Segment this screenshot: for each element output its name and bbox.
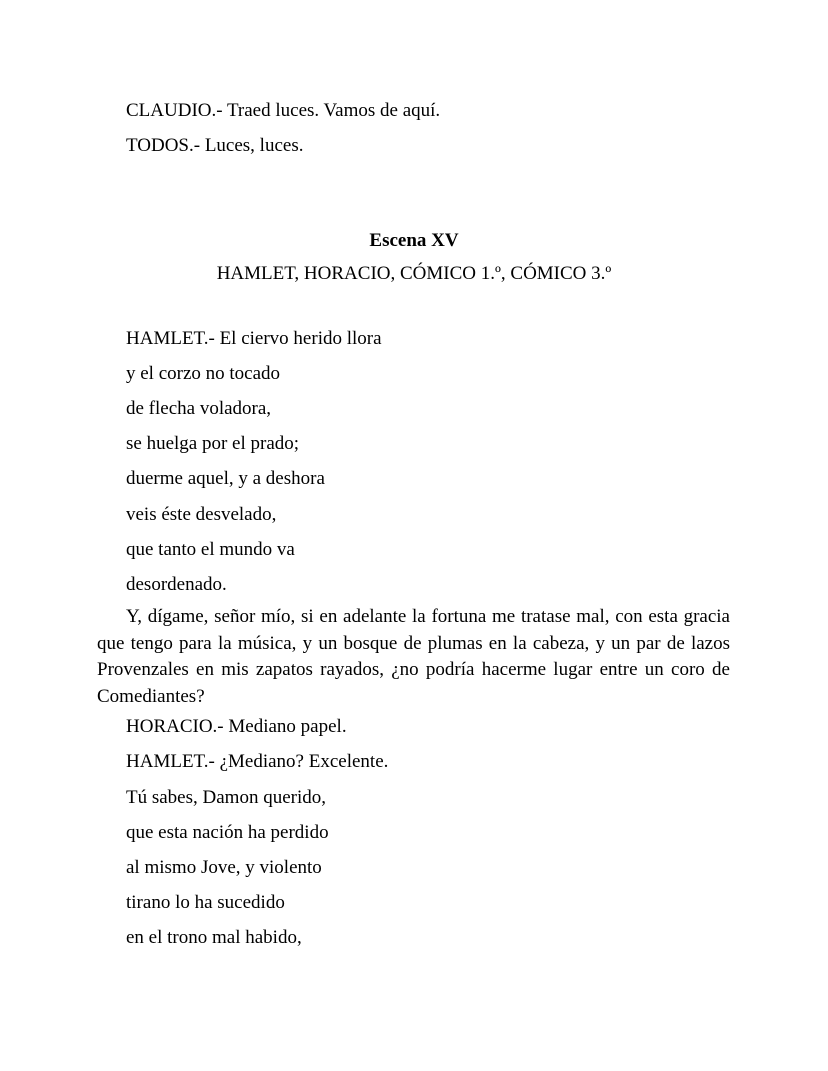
scene-title: Escena XV	[369, 230, 459, 251]
text-line: CLAUDIO.- Traed luces. Vamos de aquí.	[126, 100, 441, 121]
verse-line: al mismo Jove, y violento	[126, 857, 322, 878]
text-line: TODOS.- Luces, luces.	[126, 135, 304, 156]
verse-line: veis éste desvelado,	[126, 504, 277, 525]
verse-line: tirano lo ha sucedido	[126, 892, 285, 913]
verse-line: HAMLET.- El ciervo herido llora	[126, 328, 382, 349]
verse-line: duerme aquel, y a deshora	[126, 468, 325, 489]
verse-line: desordenado.	[126, 574, 227, 595]
verse-line: que tanto el mundo va	[126, 539, 295, 560]
dialogue-line: HORACIO.- Mediano papel.	[126, 716, 347, 737]
verse-line: y el corzo no tocado	[126, 363, 281, 384]
prose-paragraph: Y, dígame, señor mío, si en adelante la fortuna me tratase mal, con esta gracia que tengo para la música, y un bosque de plumas en la cabeza, y un par de lazos Provenzales en mis zapatos rayados, ¿no podría hacerme lugar entre un coro de Comediantes?	[97, 606, 730, 707]
dialogue-line: HAMLET.- ¿Mediano? Excelente.	[126, 751, 389, 772]
verse-line: en el trono mal habido,	[126, 927, 302, 948]
verse-line: que esta nación ha perdido	[126, 822, 329, 843]
verse-line: de flecha voladora,	[126, 398, 272, 419]
verse-line: Tú sabes, Damon querido,	[126, 787, 326, 808]
scene-characters: HAMLET, HORACIO, CÓMICO 1.º, CÓMICO 3.º	[216, 263, 612, 284]
verse-line: se huelga por el prado;	[126, 433, 300, 454]
